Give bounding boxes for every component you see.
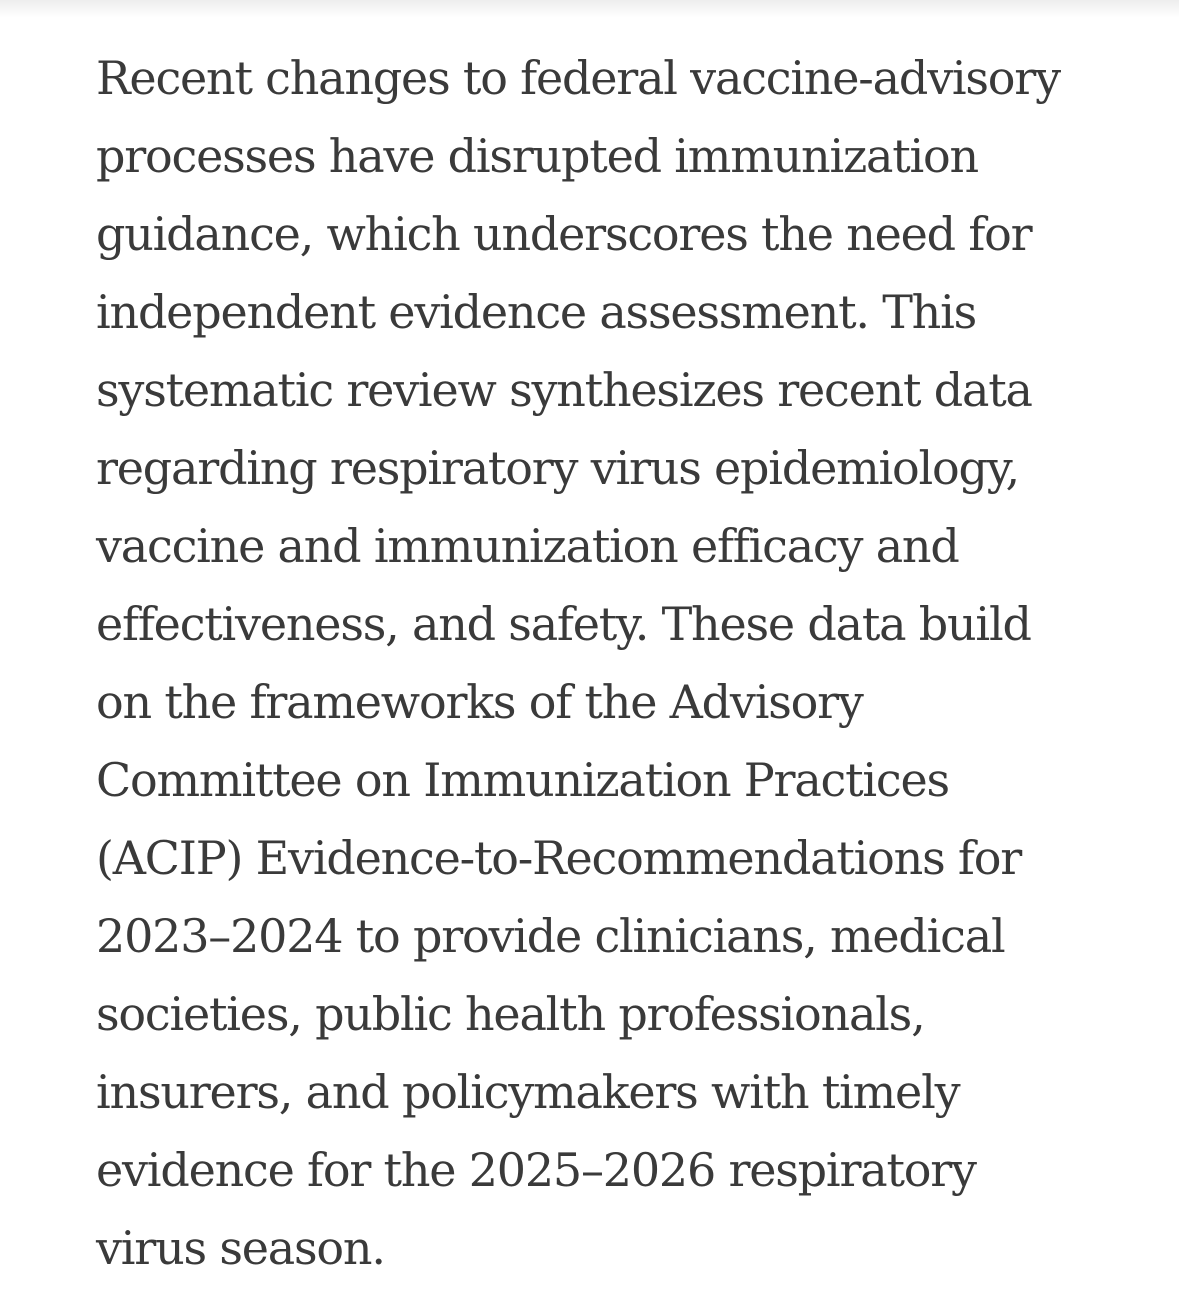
text-line: vaccine and immunization efficacy and bbox=[96, 519, 959, 573]
text-line: guidance, which underscores the need for bbox=[96, 207, 1032, 261]
text-line: on the frameworks of the Advisory bbox=[96, 675, 863, 729]
text-line: independent evidence assessment. This bbox=[96, 285, 977, 339]
text-line: Recent changes to federal vaccine-advisory bbox=[96, 51, 1060, 105]
text-line: virus season. bbox=[96, 1221, 385, 1275]
top-edge-shadow bbox=[0, 0, 1179, 18]
text-line: evidence for the 2025–2026 respiratory bbox=[96, 1143, 976, 1197]
text-line: insurers, and policymakers with timely bbox=[96, 1065, 960, 1119]
text-line: societies, public health professionals, bbox=[96, 987, 925, 1041]
abstract-paragraph bbox=[96, 46, 1096, 1294]
text-line: regarding respiratory virus epidemiology, bbox=[96, 441, 1019, 495]
text-line: effectiveness, and safety. These data build bbox=[96, 597, 1031, 651]
text-line: processes have disrupted immunization bbox=[96, 129, 978, 183]
text-line: 2023–2024 to provide clinicians, medical bbox=[96, 909, 1005, 963]
text-line: (ACIP) Evidence-to-Recommendations for bbox=[96, 831, 1022, 885]
text-line: Committee on Immunization Practices bbox=[96, 753, 949, 807]
text-line: systematic review synthesizes recent data bbox=[96, 363, 1032, 417]
